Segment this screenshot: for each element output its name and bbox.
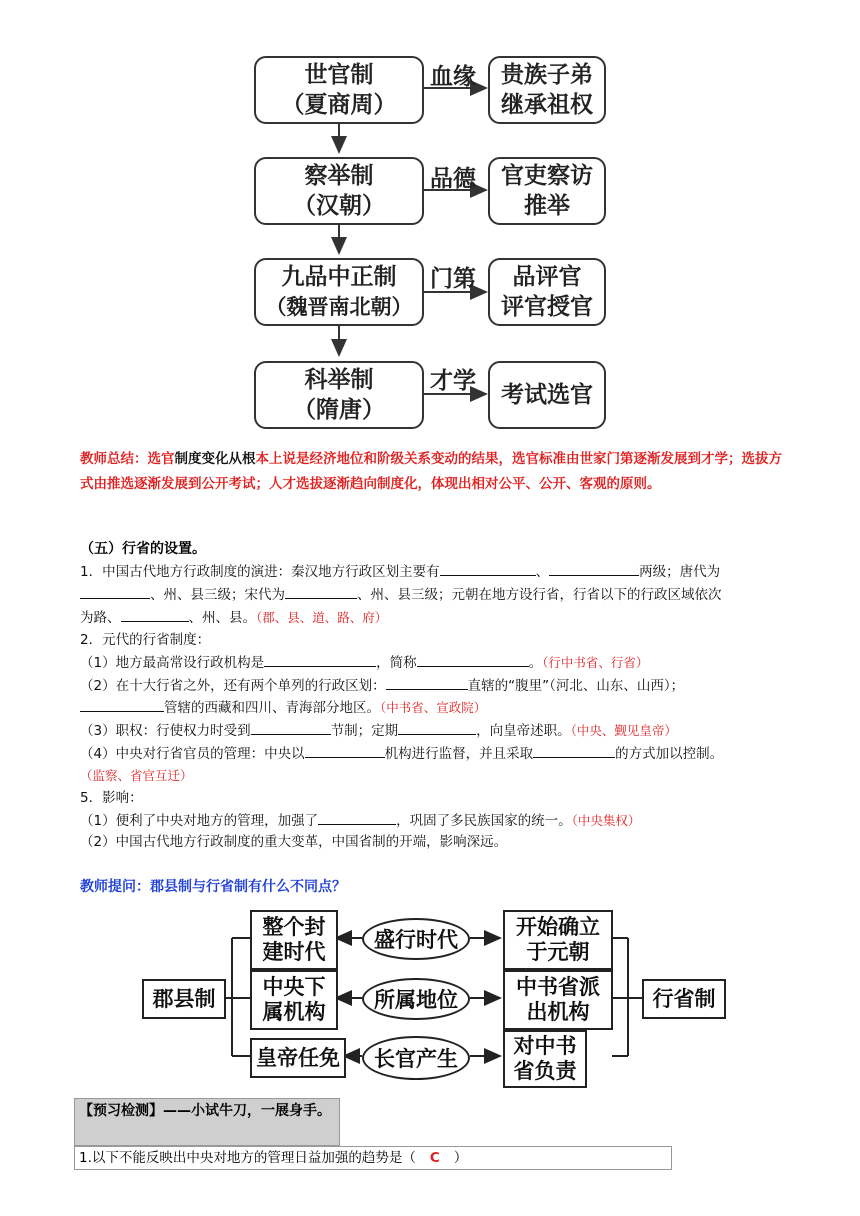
p2-4: （4）中央对行省官员的管理：中央以 机构进行监督，并且采取 的方式加以控制。 [80, 743, 723, 765]
basis-label: 品德 [430, 166, 476, 192]
left-box-appoint: 皇帝任免 [250, 1038, 346, 1078]
left-box-era: 整个封 建时代 [250, 910, 338, 970]
system-era: （汉朝） [293, 193, 385, 219]
basis-label: 血缘 [430, 64, 476, 90]
system-name: 世官制 [304, 62, 374, 88]
right-box-status: 中书省派 出机构 [503, 970, 613, 1030]
question-text: 1.以下不能反映出中央对地方的管理日益加强的趋势是（ [79, 1150, 416, 1166]
p5-2: （2）中国古代地方行政制度的重大变革，中国省制的开端，影响深远。 [80, 834, 508, 850]
xingsheng-box: 行省制 [642, 979, 726, 1019]
p5-1: （1）便利了中央对地方的管理，加强了 ，巩固了多民族国家的统一。（中央集权） [80, 810, 640, 832]
p5-title: 5．影响： [80, 790, 143, 806]
p2-3: （3）职权：行使权力时受到 节制；定期 ，向皇帝述职。（中央、觐见皇帝） [80, 720, 677, 742]
answer-text: （监察、省官互迁） [80, 768, 193, 783]
p1-line1: 1．中国古代地方行政制度的演进：秦汉地方行政区划主要有 、 两级；唐代为 [80, 561, 720, 583]
criterion-appoint: 长官产生 [362, 1036, 470, 1080]
right-box-appoint: 对中书 省负责 [503, 1030, 587, 1088]
right-box-era: 开始确立 于元朝 [503, 910, 613, 970]
quiz-header: 【预习检测】——小试牛刀，一展身手。 [74, 1098, 340, 1146]
result-line: 官吏察访 [501, 163, 593, 189]
basis-label: 才学 [430, 368, 476, 394]
junxian-box: 郡县制 [142, 979, 226, 1019]
p2-title: 2．元代的行省制度： [80, 632, 211, 648]
system-era: （夏商周） [281, 92, 397, 118]
result-line: 继承祖权 [501, 92, 593, 118]
left-box-status: 中央下 属机构 [250, 970, 338, 1030]
p1-line2: 、州、县三级；宋代为 、州、县三级；元朝在地方设行省，行省以下的行政区域依次 [80, 584, 722, 606]
system-name: 察举制 [304, 163, 374, 189]
result-line: 评官授官 [501, 294, 593, 320]
basis-label: 门第 [430, 266, 476, 292]
criterion-status: 所属地位 [362, 978, 470, 1020]
result-line: 考试选官 [501, 382, 593, 408]
summary-body: 本上说是经济地位和阶级关系变动的结果，选官标准由世家门第逐渐发展到才学；选拔方式由推选逐渐发展到公开考试；人才选拔逐渐趋向制度化，体现出相对公平、公开、客观的原则。 [80, 451, 782, 492]
answer-text: （中央集权） [571, 813, 641, 828]
answer-text: （中央、觐见皇帝） [570, 723, 677, 738]
teacher-question: 教师提问：郡县制与行省制有什么不同点？ [80, 879, 346, 895]
answer-text: （行中书省、行省） [542, 655, 649, 670]
p2-2-cont: 管辖的西藏和四川、青海部分地区。（中书省、宣政院） [80, 697, 486, 719]
system-name: 九品中正制 [281, 264, 397, 290]
answer-text: （中书省、宣政院） [380, 700, 487, 715]
p1-line3: 为路、 、州、县。（郡、县、道、路、府） [80, 607, 387, 629]
criterion-era: 盛行时代 [362, 918, 470, 960]
result-line: 推举 [524, 193, 570, 219]
p2-1: （1）地方最高常设行政机构是 ，简称 。（行中书省、行省） [80, 652, 648, 674]
question-answer: C [429, 1150, 440, 1166]
summary-lead: 教师总结：选官 [80, 451, 175, 467]
system-name: 科举制 [304, 367, 374, 393]
result-line: 品评官 [512, 264, 582, 290]
system-era: （隋唐） [293, 397, 385, 423]
answer-text: （郡、县、道、路、府） [256, 610, 388, 625]
result-line: 贵族子弟 [501, 62, 593, 88]
quiz-question-1: 1.以下不能反映出中央对地方的管理日益加强的趋势是（ C ） [74, 1146, 672, 1170]
summary-mid: 制度变化从根 [174, 451, 256, 467]
system-era: （魏晋南北朝） [265, 295, 413, 319]
p2-2: （2）在十大行省之外，还有两个单列的行政区划： 直辖的“腹里”（河北、山东、山西）； [80, 675, 684, 697]
section-title: （五）行省的设置。 [80, 541, 206, 557]
